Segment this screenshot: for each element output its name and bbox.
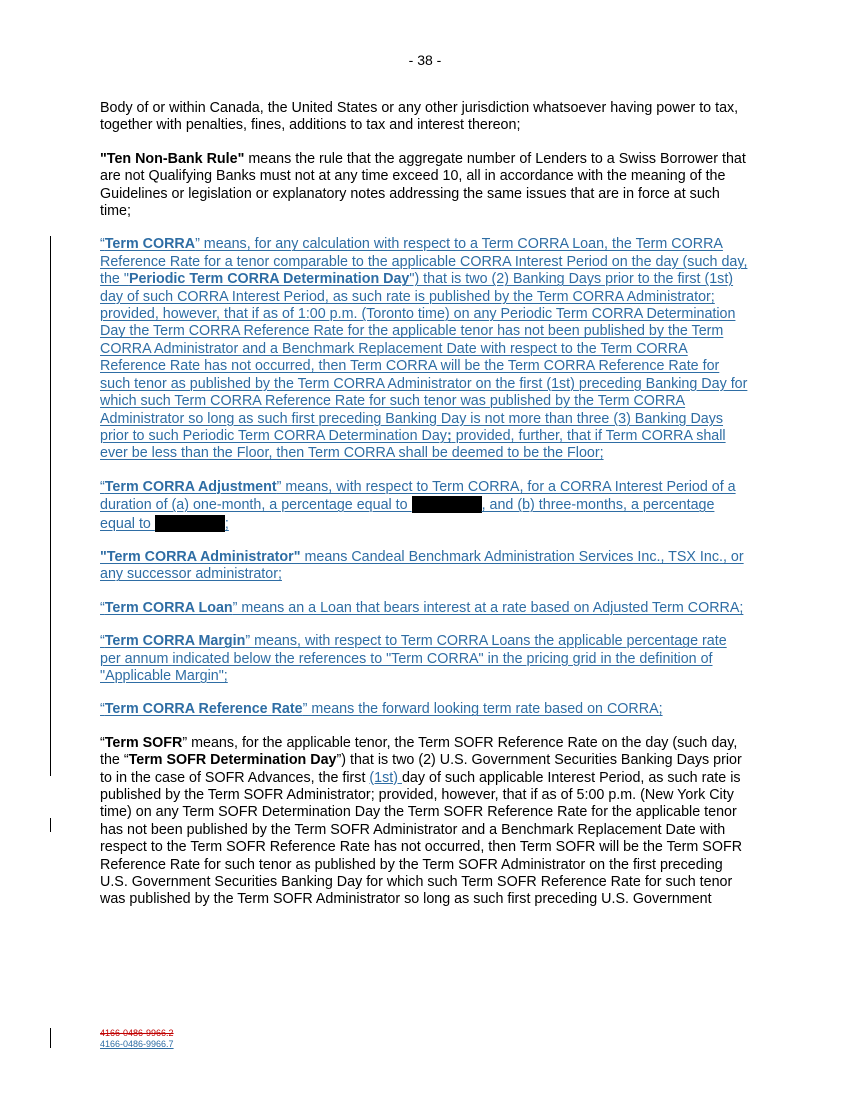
definition-text: means the rule that the aggregate number of Lenders to a Swiss Borrower that are not Qualifying Banks must not at any time exceed 10, all in accordance with the meaning of the Guidelines or legislation or explanatory notes addressing the same issues that are in force at such time; (100, 150, 746, 220)
definition-text: provided, further, that if Term CORRA shall ever be less than the Floor, then Term CORRA shall be deemed to be the Floor; (100, 427, 726, 462)
definition-term-corra-margin (100, 633, 750, 685)
definition-term-corra (100, 236, 750, 462)
definition-ten-non-bank-rule (100, 151, 750, 221)
defined-term: Term CORRA Margin (104, 633, 246, 650)
change-bar (50, 818, 51, 832)
document-body (100, 100, 750, 925)
definition-taxes-continued (100, 100, 750, 135)
definition-text: ”) that is two (2) U.S. Government Securities Banking Days prior to in the case of SOFR Advances, the first (100, 752, 742, 786)
definition-text: ” means, for any calculation with respect to a Term CORRA Loan, the Term CORRA Reference Rate for a tenor comparable to the applicable CORRA Interest Period on the day (such day, the " (100, 236, 748, 288)
change-bar (50, 1028, 51, 1048)
defined-term: Periodic Term CORRA Determination Day (128, 271, 410, 288)
definition-term-corra-adjustment (100, 479, 750, 533)
deleted-document-id: 4166-0486-9966.2 (100, 1028, 174, 1038)
open-quote: “ (100, 599, 105, 616)
defined-term: "Ten Non-Bank Rule" (100, 150, 245, 167)
definition-term-corra-administrator (100, 549, 750, 584)
definition-term-sofr (100, 735, 750, 909)
definition-text: ” means an a Loan that bears interest at a rate based on Adjusted Term CORRA; (232, 599, 744, 616)
semicolon: ; (446, 427, 452, 444)
inserted-document-id: 4166-0486-9966.7 (100, 1039, 174, 1049)
redaction-box (412, 496, 482, 513)
inserted-text: (1st) (369, 769, 402, 786)
defined-term: Term CORRA Loan (104, 599, 233, 616)
defined-term: Term SOFR (104, 734, 183, 751)
definition-text: ” means the forward looking term rate based on CORRA; (302, 701, 663, 718)
definition-text: Body of or within Canada, the United States or any other jurisdiction whatsoever having power to tax, together with penalties, fines, additions to tax and interest thereon; (100, 100, 739, 134)
open-quote: “ (100, 236, 105, 253)
definition-text: ” means, with respect to Term CORRA Loans the applicable percentage rate per annum indicated below the references to "Term CORRA" in the pricing grid in the definition of "Applicable Margin"; (100, 633, 727, 684)
defined-term: Term CORRA (104, 236, 196, 253)
redaction-box (155, 515, 225, 532)
definition-text: ") that is two (2) Banking Days prior to the first (1st) day of such CORRA Interest Period, as such rate is published by the Term CORRA Administrator; provided, however, that if as of 1:00 p.m. (Toronto time) on any Periodic Term CORRA Determination Day the Term CORRA Reference Rate for the applicable tenor has not been published by the Term CORRA Administrator and a Benchmark Replacement Date with respect to the Term CORRA Reference Rate has not occurred, then Term CORRA will be the Term CORRA Reference Rate for such tenor as published by the Term CORRA Administrator on the first (1st) preceding Banking Day for which such Term CORRA Reference Rate for such tenor was published by the Term CORRA Administrator so long as such first preceding Banking Day is not more than three (3) Banking Days prior to such Periodic Term CORRA Determination Day (100, 271, 748, 444)
definition-text: , and (b) three-months, a percentage equal to (100, 497, 715, 532)
open-quote: “ (100, 633, 105, 650)
change-bar (50, 236, 51, 776)
defined-term: Term SOFR Determination Day (128, 752, 337, 769)
definition-text: means Candeal Benchmark Administration Services Inc., TSX Inc., or any successor administrator; (100, 548, 744, 583)
definition-text: ” means, for the applicable tenor, the Term SOFR Reference Rate on the day (such day, the “ (100, 734, 738, 769)
open-quote: “ (100, 734, 105, 751)
open-quote: “ (100, 478, 105, 495)
defined-term: "Term CORRA Administrator" (100, 548, 301, 565)
definition-term-corra-reference-rate (100, 701, 750, 718)
page-number: - 38 - (408, 52, 442, 68)
document-footer (100, 1028, 174, 1050)
defined-term: Term CORRA Reference Rate (104, 701, 303, 718)
open-quote: “ (100, 701, 105, 718)
definition-text: ; (224, 515, 229, 532)
definition-term-corra-loan (100, 600, 750, 617)
definition-text: ” means, with respect to Term CORRA, for a CORRA Interest Period of a duration of (a) one-month, a percentage equal to (100, 478, 736, 514)
definition-text: day of such applicable Interest Period, as such rate is published by the Term SOFR Administrator; provided, however, that if as of 5:00 p.m. (New York City time) on any Term SOFR Determination Day the Term SOFR Reference Rate for the applicable tenor has not been published by the Term SOFR Administrator and a Benchmark Replacement Date with respect to the Term SOFR Reference Rate has not occurred, then Term SOFR will be the Term SOFR Reference Rate for such tenor as published by the Term SOFR Administrator on the first preceding U.S. Government Securities Banking Day for which such Term SOFR Reference Rate for such tenor was published by the Term SOFR Administrator so long as such first preceding U.S. Government (100, 769, 743, 908)
defined-term: Term CORRA Adjustment (104, 478, 277, 495)
